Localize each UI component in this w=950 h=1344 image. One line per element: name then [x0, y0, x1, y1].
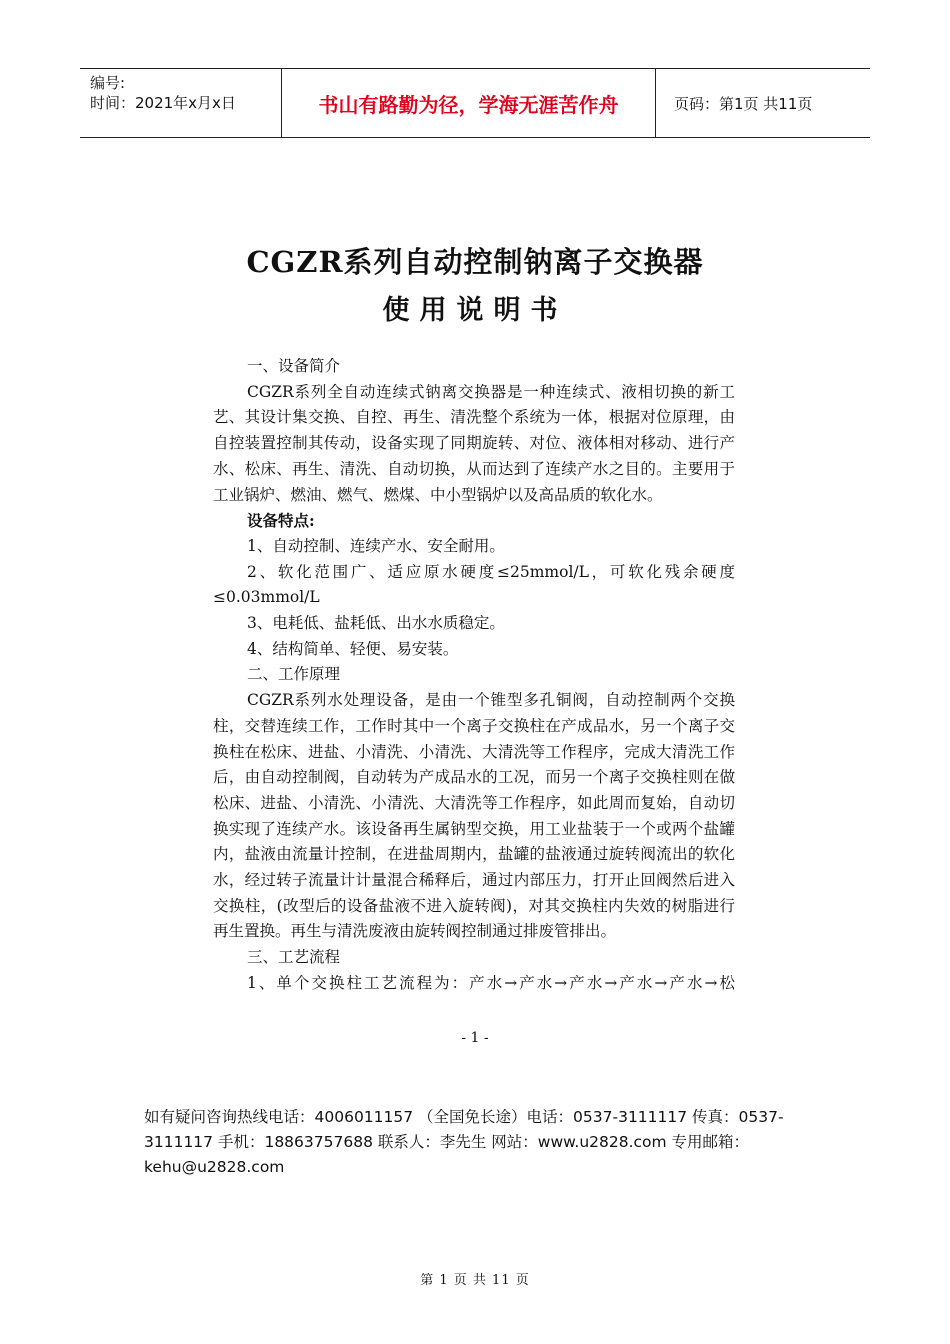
document-body	[213, 354, 735, 997]
page-info	[664, 69, 870, 137]
principle-paragraph: CGZR系列水处理设备，是由一个锥型多孔铜阀，自动控制两个交换柱，交替连续工作，工作时其中一个离子交换柱在产成品水，另一个离子交换柱在松床、进盐、小清洗、小清洗、大清洗等工作程序，完成大清洗工作后，由自动控制阀，自动转为产成品水的工况，而另一个离子交换柱则在做松床、进盐、小清洗、小清洗、大清洗等工作程序，如此周而复始，自动切换实现了连续产水。该设备再生属钠型交换，用工业盐装于一个或两个盐罐内，盐液由流量计控制，在进盐周期内，盐罐的盐液通过旋转阀流出的软化水，经过转子流量计计量混合稀释后，通过内部压力，打开止回阀然后进入交换柱，(改型后的设备盐液不进入旋转阀)，对其交换柱内失效的树脂进行再生置换。再生与清洗废液由旋转阀控制通过排废管排出。	[213, 691, 735, 941]
document-title: CGZR系列自动控制钠离子交换器	[246, 245, 704, 279]
section-heading-intro: 一、设备简介	[247, 357, 341, 375]
section-heading-process: 三、工艺流程	[247, 948, 341, 967]
intro-paragraph: CGZR系列全自动连续式钠离交换器是一种连续式、液相切换的新工艺、其设计集交换、自控、再生、清洗整个系统为一体，根据对位原理，由自控装置控制其传动，设备实现了同期旋转、对位、液体相对移动、进行产水、松床、再生、清洗、自动切换，从而达到了连续产水之目的。主要用于工业锅炉、燃油、燃气、燃煤、中小型锅炉以及高品质的软化水。	[213, 382, 735, 504]
process-line: 1、单个交换柱工艺流程为：产水→产水→产水→产水→产水→松	[247, 973, 735, 992]
document-subtitle: 使用说明书	[382, 295, 568, 326]
motto: 书山有路勤为径，学海无涯苦作舟	[281, 69, 656, 137]
features-heading: 设备特点:	[247, 511, 315, 531]
feature-item: 3、电耗低、盐耗低、出水水质稳定。	[247, 614, 505, 633]
feature-item: 4、结构简单、轻便、易安装。	[247, 639, 459, 658]
feature-item: 1、自动控制、连续产水、安全耐用。	[247, 536, 505, 555]
section-heading-principle: 二、工作原理	[247, 665, 341, 684]
page-info-text: 页码：第1页 共11页	[674, 94, 813, 113]
footer-page-number: 第 1 页 共 11 页	[420, 1273, 530, 1288]
time-label: 时间：2021年x月x日	[90, 94, 236, 112]
header-left-cell	[80, 69, 281, 137]
header-table	[80, 68, 870, 138]
contact-info: 如有疑问咨询热线电话：4006011157 （全国免长途）电话：0537-3111117 传真：0537-3111117 手机：18863757688 联系人：李先生 网站：www.u2828.com 专用邮箱：kehu@u2828.com	[144, 1108, 784, 1176]
feature-item: 2、软化范围广、适应原水硬度≤25mmol/L，可软化残余硬度≤0.03mmol/L	[213, 562, 735, 607]
page-number: - 1 -	[461, 1030, 489, 1046]
serial-label: 编号:	[90, 74, 126, 92]
